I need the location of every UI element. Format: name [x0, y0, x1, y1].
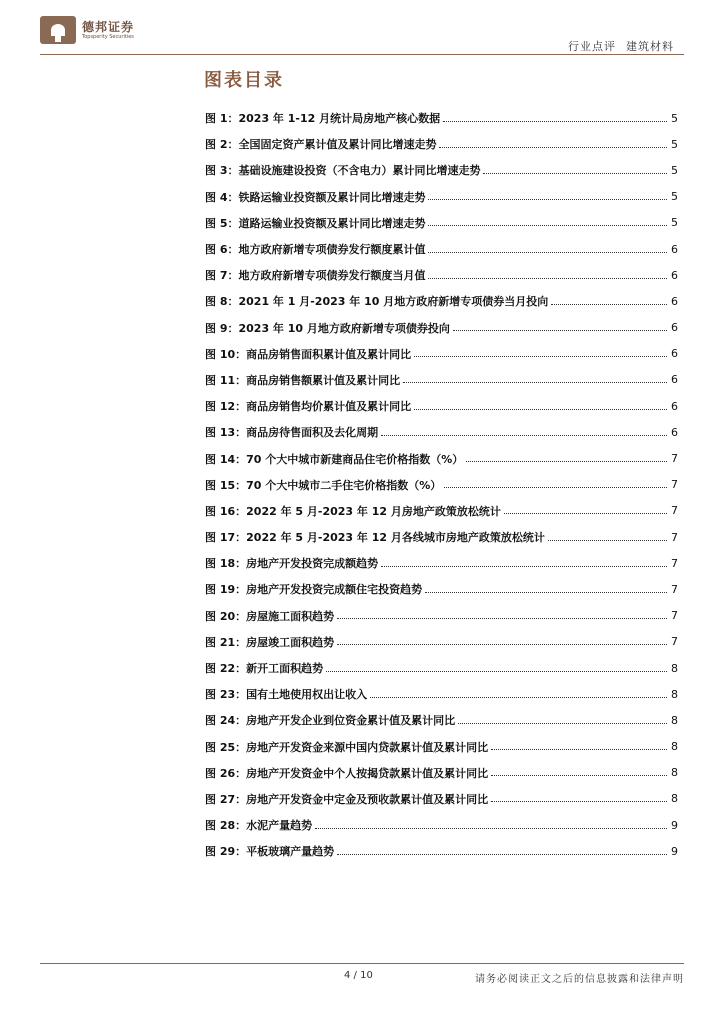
toc-entry-label: 图 20：房屋施工面积趋势	[205, 609, 335, 623]
footer-divider	[40, 963, 684, 964]
toc-leader-dots	[326, 671, 667, 672]
toc-entry-label: 图 22：新开工面积趋势	[205, 662, 324, 676]
toc-entry-label: 图 28：水泥产量趋势	[205, 819, 313, 833]
toc-entry[interactable]	[205, 786, 678, 812]
toc-entry-page: 6	[671, 242, 678, 256]
toc-entry-page: 5	[671, 216, 678, 230]
toc-entry-label: 图 10：商品房销售面积累计值及累计同比	[205, 347, 412, 361]
toc-leader-dots	[504, 513, 667, 514]
page-number: 4 / 10	[344, 970, 373, 981]
toc-leader-dots	[458, 723, 667, 724]
toc-entry-page: 7	[671, 504, 678, 518]
toc-entry-label: 图 8：2021 年 1 月-2023 年 10 月地方政府新增专项债券当月投向	[205, 295, 549, 309]
toc-entry[interactable]	[205, 655, 678, 681]
toc-entry[interactable]	[205, 236, 678, 262]
toc-leader-dots	[414, 356, 667, 357]
toc-entry-page: 8	[671, 713, 678, 727]
toc-entry-label: 图 11：商品房销售额累计值及累计同比	[205, 373, 401, 387]
toc-entry-label: 图 1：2023 年 1-12 月统计局房地产核心数据	[205, 112, 441, 126]
toc-entry[interactable]	[205, 734, 678, 760]
toc-entry-page: 6	[671, 399, 678, 413]
brand-logo-icon	[40, 16, 76, 44]
toc-entry[interactable]	[205, 472, 678, 498]
toc-entry-label: 图 14：70 个大中城市新建商品住宅价格指数（%）	[205, 452, 464, 466]
toc-entry-label: 图 25：房地产开发资金来源中国内贷款累计值及累计同比	[205, 740, 489, 754]
toc-leader-dots	[337, 854, 667, 855]
toc-entry-page: 9	[671, 844, 678, 858]
toc-entry-page: 7	[671, 556, 678, 570]
toc-entry-page: 9	[671, 818, 678, 832]
toc-leader-dots	[428, 199, 667, 200]
toc-entry-page: 6	[671, 347, 678, 361]
toc-entry-page: 8	[671, 687, 678, 701]
brand-name-en: Topsperity Securities	[82, 33, 134, 40]
toc-entry-page: 5	[671, 163, 678, 177]
toc-entry[interactable]	[205, 184, 678, 210]
toc-entry-page: 7	[671, 582, 678, 596]
toc-leader-dots	[483, 173, 667, 174]
toc-leader-dots	[443, 121, 667, 122]
toc-entry-label: 图 16：2022 年 5 月-2023 年 12 月房地产政策放松统计	[205, 504, 501, 518]
toc-entry[interactable]	[205, 341, 678, 367]
disclaimer: 请务必阅读正文之后的信息披露和法律声明	[475, 974, 684, 985]
toc-leader-dots	[414, 409, 667, 410]
toc-entry-label: 图 15：70 个大中城市二手住宅价格指数（%）	[205, 478, 442, 492]
toc-leader-dots	[381, 435, 667, 436]
toc-leader-dots	[439, 147, 667, 148]
toc-entry[interactable]	[205, 288, 678, 314]
toc-leader-dots	[403, 382, 667, 383]
table-of-figures	[205, 105, 678, 864]
toc-leader-dots	[428, 278, 667, 279]
toc-entry[interactable]	[205, 445, 678, 471]
toc-entry[interactable]	[205, 157, 678, 183]
toc-leader-dots	[491, 801, 667, 802]
toc-entry-page: 8	[671, 740, 678, 754]
report-type: 行业点评	[568, 40, 616, 53]
toc-entry-page: 6	[671, 425, 678, 439]
toc-entry-page: 6	[671, 373, 678, 387]
toc-entry[interactable]	[205, 524, 678, 550]
toc-entry[interactable]	[205, 576, 678, 602]
toc-entry-page: 6	[671, 294, 678, 308]
toc-entry[interactable]	[205, 315, 678, 341]
toc-leader-dots	[428, 252, 667, 253]
toc-entry[interactable]	[205, 210, 678, 236]
toc-entry-page: 7	[671, 478, 678, 492]
toc-entry-label: 图 4：铁路运输业投资额及累计同比增速走势	[205, 190, 426, 204]
toc-entry[interactable]	[205, 812, 678, 838]
toc-leader-dots	[466, 461, 667, 462]
toc-leader-dots	[370, 697, 667, 698]
toc-entry[interactable]	[205, 367, 678, 393]
toc-entry-page: 6	[671, 268, 678, 282]
toc-entry-label: 图 29：平板玻璃产量趋势	[205, 845, 335, 859]
toc-entry-label: 图 23：国有土地使用权出让收入	[205, 688, 368, 702]
toc-entry-page: 5	[671, 111, 678, 125]
toc-leader-dots	[453, 330, 667, 331]
toc-entry[interactable]	[205, 760, 678, 786]
toc-entry-page: 7	[671, 530, 678, 544]
toc-entry-label: 图 18：房地产开发投资完成额趋势	[205, 557, 379, 571]
toc-entry[interactable]	[205, 419, 678, 445]
toc-entry-label: 图 12：商品房销售均价累计值及累计同比	[205, 400, 412, 414]
toc-entry-page: 7	[671, 635, 678, 649]
report-sector: 建筑材料	[626, 40, 674, 53]
toc-title: 图表目录	[204, 70, 284, 91]
toc-leader-dots	[491, 775, 667, 776]
toc-leader-dots	[425, 592, 667, 593]
toc-entry-label: 图 5：道路运输业投资额及累计同比增速走势	[205, 216, 426, 230]
toc-entry[interactable]	[205, 262, 678, 288]
toc-leader-dots	[551, 304, 667, 305]
toc-leader-dots	[337, 618, 667, 619]
brand-name-cn: 德邦证券	[82, 19, 135, 34]
toc-entry-label: 图 26：房地产开发资金中个人按揭贷款累计值及累计同比	[205, 766, 489, 780]
report-category	[568, 38, 674, 54]
toc-entry-label: 图 7：地方政府新增专项债券发行额度当月值	[205, 269, 426, 283]
toc-entry-label: 图 6：地方政府新增专项债券发行额度累计值	[205, 243, 426, 257]
toc-entry[interactable]	[205, 105, 678, 131]
toc-entry-label: 图 24：房地产开发企业到位资金累计值及累计同比	[205, 714, 456, 728]
toc-leader-dots	[548, 540, 667, 541]
toc-entry-label: 图 9：2023 年 10 月地方政府新增专项债券投向	[205, 321, 450, 335]
toc-leader-dots	[315, 828, 667, 829]
toc-entry[interactable]	[205, 681, 678, 707]
toc-entry[interactable]	[205, 131, 678, 157]
toc-entry-label: 图 19：房地产开发投资完成额住宅投资趋势	[205, 583, 423, 597]
toc-entry[interactable]	[205, 603, 678, 629]
toc-entry-page: 7	[671, 452, 678, 466]
toc-leader-dots	[491, 749, 667, 750]
toc-entry-page: 8	[671, 792, 678, 806]
toc-leader-dots	[337, 644, 667, 645]
toc-entry[interactable]	[205, 838, 678, 864]
toc-entry[interactable]	[205, 629, 678, 655]
toc-entry[interactable]	[205, 550, 678, 576]
brand-logo	[40, 16, 134, 44]
toc-leader-dots	[381, 566, 667, 567]
toc-entry[interactable]	[205, 498, 678, 524]
toc-entry-label: 图 17：2022 年 5 月-2023 年 12 月各线城市房地产政策放松统计	[205, 531, 545, 545]
toc-entry-page: 5	[671, 137, 678, 151]
toc-entry-page: 6	[671, 321, 678, 335]
toc-entry-page: 5	[671, 190, 678, 204]
toc-entry[interactable]	[205, 393, 678, 419]
toc-entry-label: 图 13：商品房待售面积及去化周期	[205, 426, 379, 440]
toc-entry-label: 图 27：房地产开发资金中定金及预收款累计值及累计同比	[205, 792, 489, 806]
toc-entry-page: 7	[671, 609, 678, 623]
header-divider	[40, 54, 684, 55]
toc-entry-label: 图 2：全国固定资产累计值及累计同比增速走势	[205, 138, 437, 152]
toc-entry[interactable]	[205, 707, 678, 733]
toc-entry-page: 8	[671, 661, 678, 675]
toc-entry-label: 图 3：基础设施建设投资（不含电力）累计同比增速走势	[205, 164, 481, 178]
toc-leader-dots	[444, 487, 667, 488]
toc-leader-dots	[428, 225, 667, 226]
toc-entry-page: 8	[671, 766, 678, 780]
toc-entry-label: 图 21：房屋竣工面积趋势	[205, 635, 335, 649]
